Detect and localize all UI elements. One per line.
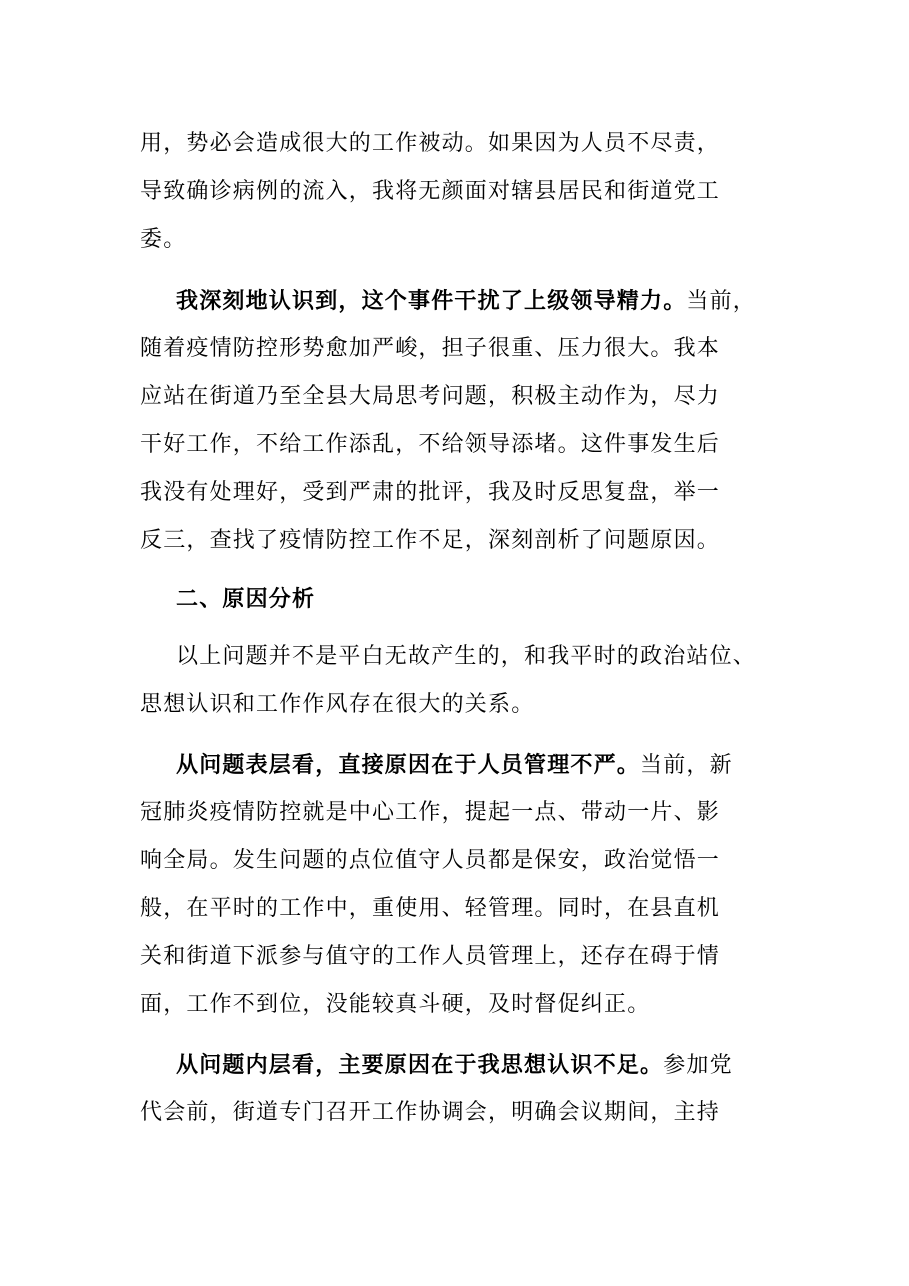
paragraph-2-line-5: 我没有处理好，受到严肃的批评，我及时反思复盘，举一 <box>140 480 721 505</box>
paragraph-4-bold-lead: 从问题表层看，直接原因在于人员管理不严。 <box>176 752 641 778</box>
section-heading: 二、原因分析 <box>176 586 316 612</box>
paragraph-1-line-2: 导致确诊病例的流入，我将无颜面对辖县居民和街道党工 <box>140 179 721 204</box>
paragraph-4-line-5: 关和街道下派参与值守的工作人员管理上，还存在碍于情 <box>140 944 721 969</box>
paragraph-4-lead-rest: 当前，新 <box>640 753 733 778</box>
paragraph-4-line-6: 面，工作不到位，没能较真斗硬，及时督促纠正。 <box>140 992 651 1017</box>
paragraph-1-line-3: 委。 <box>140 227 187 252</box>
paragraph-2-line-6: 反三，查找了疫情防控工作不足，深刻剖析了问题原因。 <box>140 528 721 553</box>
paragraph-4-line-3: 响全局。发生问题的点位值守人员都是保安，政治觉悟一 <box>140 848 721 873</box>
paragraph-2-line-3: 应站在街道乃至全县大局思考问题，积极主动作为，尽力 <box>140 384 721 409</box>
paragraph-1-line-1: 用，势必会造成很大的工作被动。如果因为人员不尽责， <box>140 131 721 156</box>
paragraph-5-line-2: 代会前，街道专门召开工作协调会，明确会议期间，主持 <box>140 1100 721 1125</box>
paragraph-5-line-1 <box>176 1049 816 1082</box>
paragraph-2-bold-lead: 我深刻地认识到，这个事件干扰了上级领导精力。 <box>176 288 687 314</box>
paragraph-2-line-1 <box>176 285 816 318</box>
paragraph-4-line-4: 般，在平时的工作中，重使用、轻管理。同时，在县直机 <box>140 896 721 921</box>
paragraph-4-line-2: 冠肺炎疫情防控就是中心工作，提起一点、带动一片、影 <box>140 800 721 825</box>
paragraph-2-line-4: 干好工作，不给工作添乱，不给领导添堵。这件事发生后 <box>140 432 721 457</box>
paragraph-3-line-1: 以上问题并不是平白无故产生的，和我平时的政治站位、 <box>176 644 757 669</box>
paragraph-2-lead-rest: 当前， <box>686 289 757 314</box>
paragraph-4-line-1 <box>176 749 816 782</box>
paragraph-2-line-2: 随着疫情防控形势愈加严峻，担子很重、压力很大。我本 <box>140 336 721 361</box>
paragraph-5-lead-rest: 参加党 <box>663 1053 733 1078</box>
paragraph-3-line-2: 思想认识和工作作风存在很大的关系。 <box>140 692 535 717</box>
paragraph-5-bold-lead: 从问题内层看，主要原因在于我思想认识不足。 <box>176 1052 664 1078</box>
